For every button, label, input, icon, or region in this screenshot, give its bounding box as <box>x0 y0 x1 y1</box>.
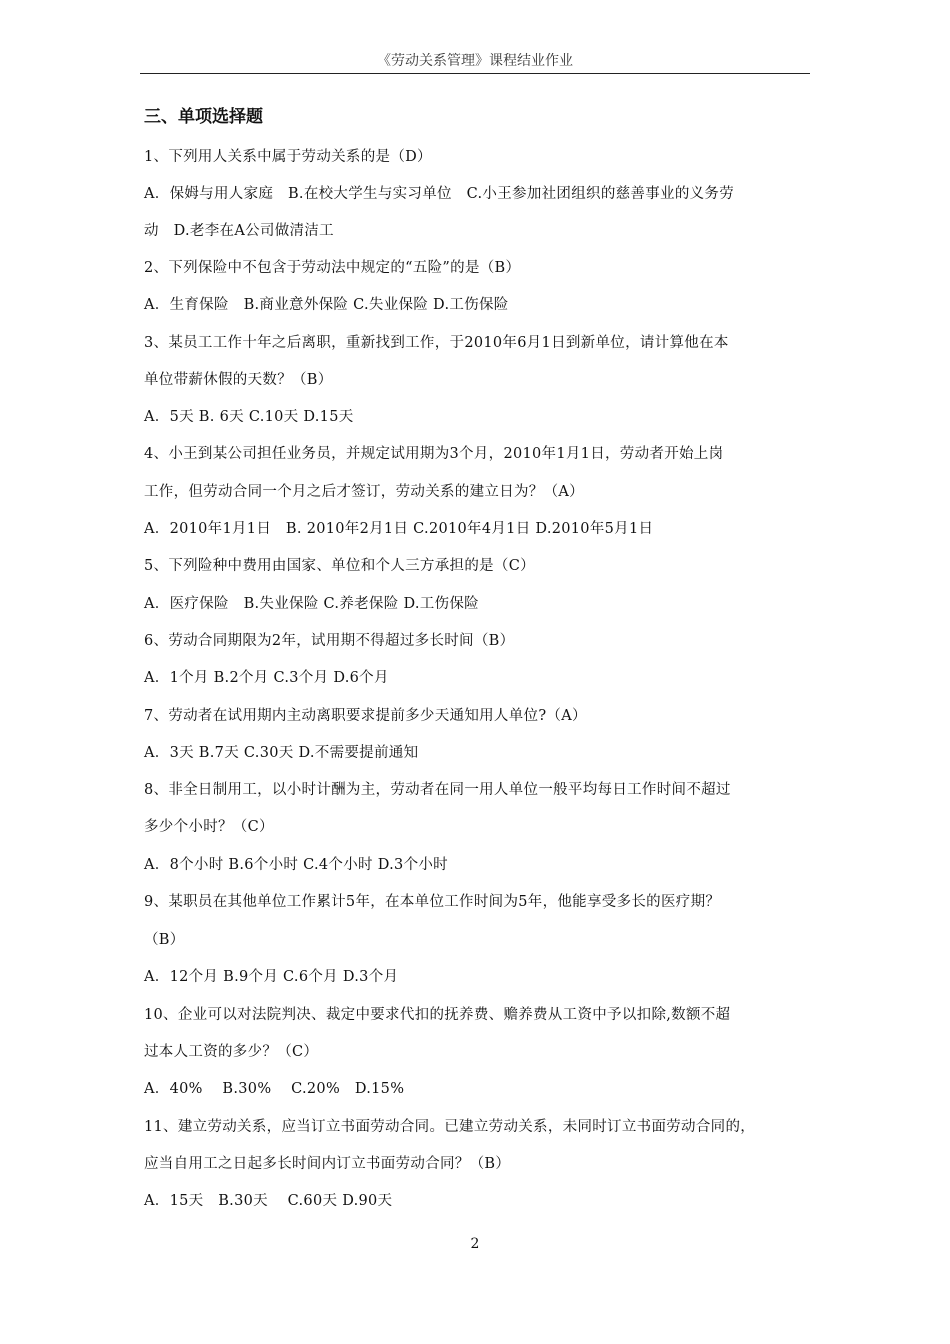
page-number: 2 <box>470 1236 480 1252</box>
text-line: A．12个月 B.9个月 C.6个月 D.3个月 <box>144 969 399 985</box>
text-line: A．3天 B.7天 C.30天 D.不需要提前通知 <box>144 745 419 761</box>
text-line: A．40% B.30% C.20% D.15% <box>144 1081 405 1097</box>
text-line: 单位带薪休假的天数？（B） <box>144 372 333 388</box>
text-line: 4、小王到某公司担任业务员，并规定试用期为3个月，2010年1月1日，劳动者开始上岗 <box>144 446 724 462</box>
text-line: 2、下列保险中不包含于劳动法中规定的“五险”的是（B） <box>144 260 521 276</box>
document-header: 《劳动关系管理》课程结业作业 <box>377 53 573 69</box>
text-line: 工作，但劳动合同一个月之后才签订，劳动关系的建立日为？（A） <box>144 484 584 500</box>
text-line: 1、下列用人关系中属于劳动关系的是（D） <box>144 149 432 165</box>
text-line: 应当自用工之日起多长时间内订立书面劳动合同？（B） <box>144 1156 511 1172</box>
text-line: 多少个小时？（C） <box>144 819 274 835</box>
text-line: 过本人工资的多少？（C） <box>144 1044 319 1060</box>
text-line: A．2010年1月1日 B. 2010年2月1日 C.2010年4月1日 D.2010年5月1日 <box>144 521 654 537</box>
text-line: 8、非全日制用工，以小时计酬为主，劳动者在同一用人单位一般平均每日工作时间不超过 <box>144 782 731 798</box>
text-line: 6、劳动合同期限为2年，试用期不得超过多长时间（B） <box>144 633 515 649</box>
text-line: 5、下列险种中费用由国家、单位和个人三方承担的是（C） <box>144 558 535 574</box>
text-line: A．保姆与用人家庭 B.在校大学生与实习单位 C.小王参加社团组织的慈善事业的义务劳 <box>144 186 735 202</box>
text-line: A．1个月 B.2个月 C.3个月 D.6个月 <box>144 670 389 686</box>
text-line: （B） <box>144 932 185 948</box>
text-line: A．15天 B.30天 C.60天 D.90天 <box>144 1193 393 1209</box>
text-line: 7、劳动者在试用期内主动离职要求提前多少天通知用人单位?（A） <box>144 708 587 724</box>
text-line: A．5天 B. 6天 C.10天 D.15天 <box>144 409 354 425</box>
text-line: A．医疗保险 B.失业保险 C.养老保险 D.工伤保险 <box>144 596 479 612</box>
text-line: A．8个小时 B.6个小时 C.4个小时 D.3个小时 <box>144 857 448 873</box>
text-line: 动 D.老李在A公司做清洁工 <box>144 223 334 239</box>
text-line: 11、建立劳动关系，应当订立书面劳动合同。已建立劳动关系，未同时订立书面劳动合同的， <box>144 1119 756 1135</box>
text-line: A．生育保险 B.商业意外保险 C.失业保险 D.工伤保险 <box>144 297 509 313</box>
text-line: 9、某职员在其他单位工作累计5年，在本单位工作时间为5年，他能享受多长的医疗期？ <box>144 894 721 910</box>
text-line: 3、某员工工作十年之后离职，重新找到工作，于2010年6月1日到新单位，请计算他在本 <box>144 335 729 351</box>
text-line: 10、企业可以对法院判决、裁定中要求代扣的抚养费、赡养费从工资中予以扣除,数额不超 <box>144 1007 731 1023</box>
section-title: 三、单项选择题 <box>144 107 263 127</box>
header-rule <box>140 73 810 74</box>
